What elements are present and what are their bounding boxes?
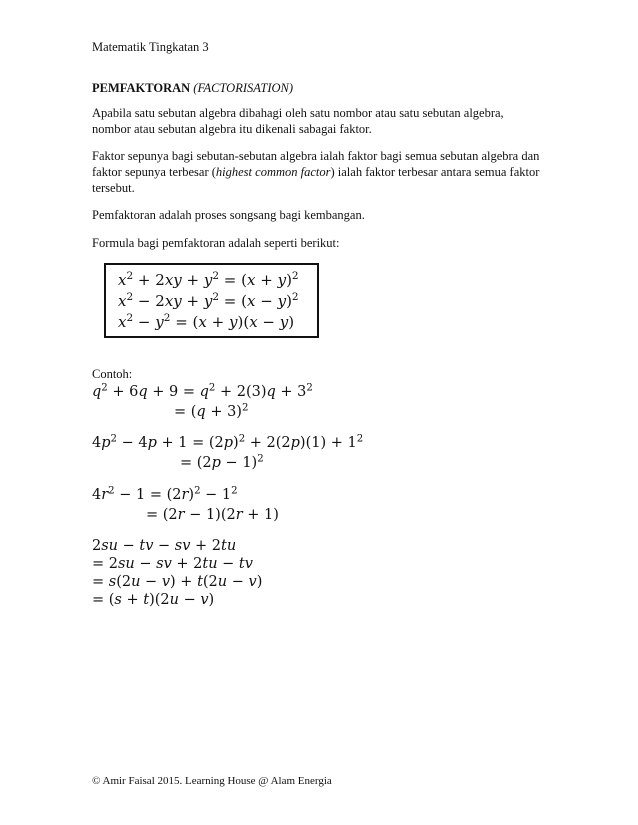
example-2-line-2: = $(2p - 1)^2$ [180,453,264,471]
section-title: PEMFAKTORAN [92,81,191,95]
paragraph-3: Pemfaktoran adalah proses songsang bagi kembangan. [92,208,365,222]
example-3-line-1: $4r^2 - 1 = (2r)^2 - 1^2$ [92,485,238,503]
paragraph-2-text-a: faktor sepunya terbesar ( [92,165,216,179]
paragraph-2-line-3: tersebut. [92,181,135,195]
paragraph-2-text-b: ) ialah faktor terbesar antara semua faktor [330,165,540,179]
paragraph-2-line-2 [92,164,539,180]
formula-box [104,263,319,338]
paragraph-2-line-1: Faktor sepunya bagi sebutan-sebutan algebra ialah faktor bagi semua sebutan algebra dan [92,149,540,163]
paragraph-1-line-2: nombor atau sebutan algebra itu dikenali sabagai faktor. [92,122,372,136]
example-4-line-1: 2su − tv − sv + 2tu [92,538,237,554]
paragraph-1-line-1: Apabila satu sebutan algebra dibahagi oleh satu nombor atau satu sebutan algebra, [92,106,504,120]
example-4-line-2: = 2su − sv + 2tu − tv [92,556,253,572]
example-2-line-1: $4p^2 - 4p + 1 = (2p)^2 + 2(2p)(1) + 1^2$ [92,433,364,451]
formula-line-1: $x^2 + 2xy + y^2 = (x + y)^2$ [118,270,299,289]
paragraph-2-emphasis: highest common factor [215,165,331,179]
section-title-english: (FACTORISATION) [193,81,294,95]
example-1-line-1: $q^2 + 6q + 9 = q^2 + 2(3)q + 3^2$ [92,382,313,400]
example-1-line-2: = $(q + 3)^2$ [174,402,249,420]
page-header: Matematik Tingkatan 3 [92,40,209,54]
example-3-line-2: = (2r − 1)(2r + 1) [146,507,279,523]
formula-line-3: $x^2 - y^2 = (x + y)(x - y)$ [118,312,295,331]
formula-line-2: $x^2 - 2xy + y^2 = (x - y)^2$ [118,291,299,310]
paragraph-4: Formula bagi pemfaktoran adalah seperti berikut: [92,236,340,250]
page-footer: © Amir Faisal 2015. Learning House @ Alam Energia [92,775,332,787]
example-4-line-4: = (s + t)(2u − v) [92,592,215,608]
section-heading [92,80,293,96]
example-4-line-3: = s(2u − v) + t(2u − v) [92,574,263,590]
example-label: Contoh: [92,367,133,381]
